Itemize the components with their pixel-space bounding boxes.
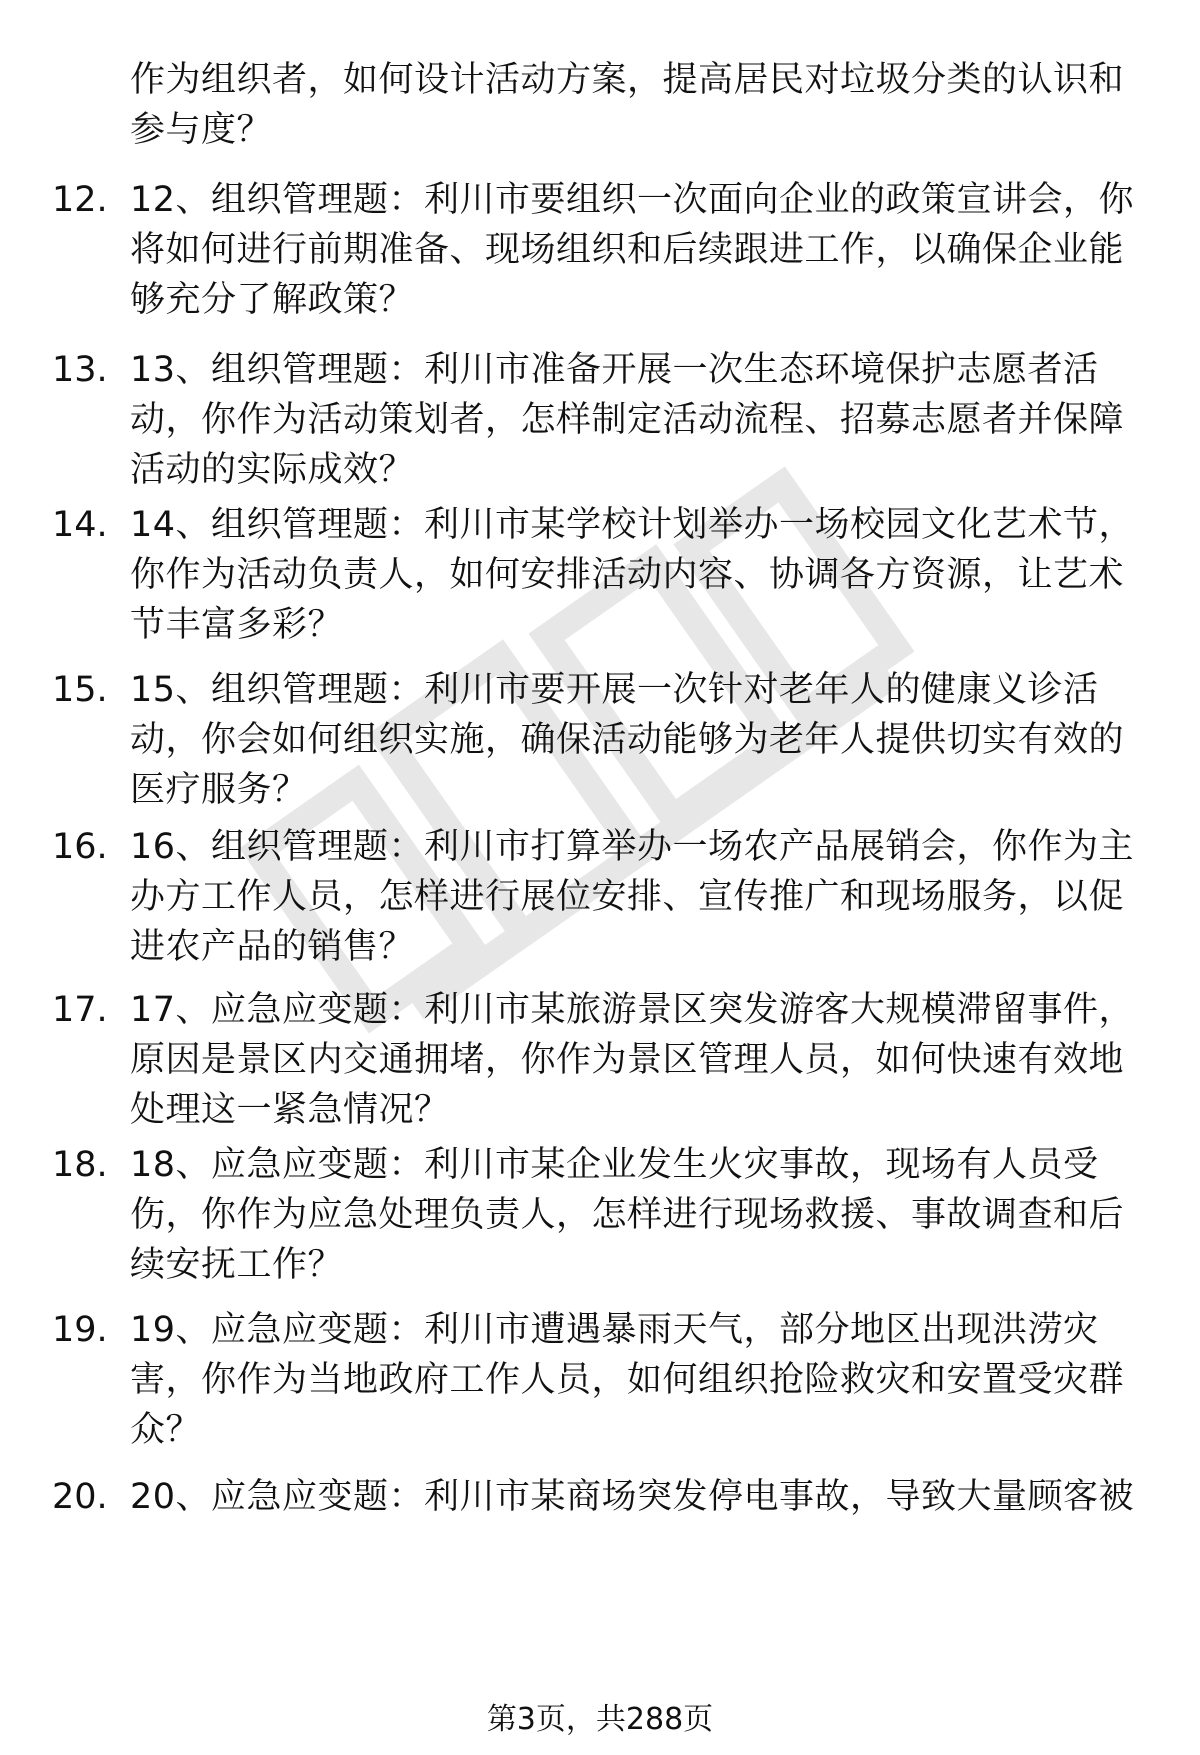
item-number: 15. — [52, 670, 108, 710]
item-text: 18、应急应变题：利川市某企业发生火灾事故，现场有人员受伤，你作为应急处理负责人，怎样进行现场救援、事故调查和后续安抚工作？ — [130, 1145, 1125, 1285]
item-text: 16、组织管理题：利川市打算举办一场农产品展销会，你作为主办方工作人员，怎样进行展位安排、宣传推广和现场服务，以促进农产品的销售？ — [130, 827, 1135, 967]
item-number: 17. — [52, 990, 108, 1030]
item-text: 14、组织管理题：利川市某学校计划举办一场校园文化艺术节，你作为活动负责人，如何安排活动内容、协调各方资源，让艺术节丰富多彩？ — [130, 505, 1135, 645]
item-number: 20. — [52, 1477, 108, 1517]
continued-paragraph: 作为组织者，如何设计活动方案，提高居民对垃圾分类的认识和参与度？ — [130, 60, 1125, 150]
item-number: 19. — [52, 1310, 108, 1350]
item-number: 14. — [52, 505, 108, 545]
item-number: 13. — [52, 350, 108, 390]
item-text: 19、应急应变题：利川市遭遇暴雨天气，部分地区出现洪涝灾害，你作为当地政府工作人员，如何组织抢险救灾和安置受灾群众？ — [130, 1310, 1125, 1450]
item-number: 12. — [52, 180, 108, 220]
item-text: 20、应急应变题：利川市某商场突发停电事故，导致大量顾客被 — [130, 1477, 1135, 1517]
item-text: 13、组织管理题：利川市准备开展一次生态环境保护志愿者活动，你作为活动策划者，怎样制定活动流程、招募志愿者并保障活动的实际成效？ — [130, 350, 1125, 490]
item-text: 17、应急应变题：利川市某旅游景区突发游客大规模滞留事件，原因是景区内交通拥堵，你作为景区管理人员，如何快速有效地处理这一紧急情况？ — [130, 990, 1135, 1130]
page-footer: 第3页，共288页 — [486, 1702, 714, 1737]
item-number: 18. — [52, 1145, 108, 1185]
item-text: 15、组织管理题：利川市要开展一次针对老年人的健康义诊活动，你会如何组织实施，确保活动能够为老年人提供切实有效的医疗服务？ — [130, 670, 1125, 810]
item-number: 16. — [52, 827, 108, 867]
item-text: 12、组织管理题：利川市要组织一次面向企业的政策宣讲会，你将如何进行前期准备、现场组织和后续跟进工作，以确保企业能够充分了解政策？ — [130, 180, 1135, 320]
